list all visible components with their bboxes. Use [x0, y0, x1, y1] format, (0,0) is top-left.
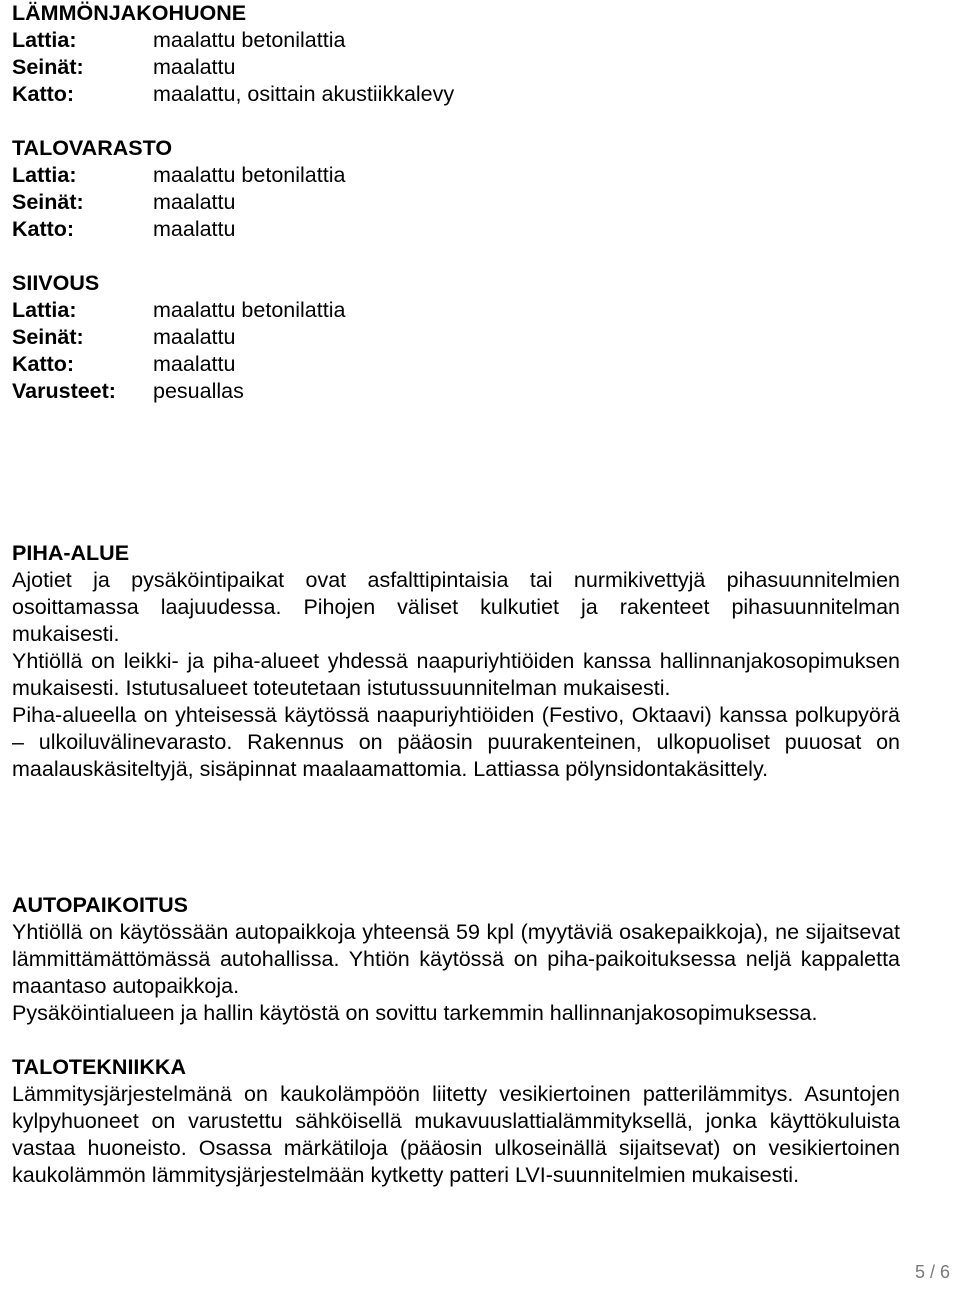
- spec-key: Katto:: [12, 352, 75, 376]
- section-title: LÄMMÖNJAKOHUONE: [12, 1, 247, 25]
- document-page: [12, 0, 900, 405]
- section-talotekniikka: [12, 1054, 900, 1189]
- section-title: SIIVOUS: [12, 271, 100, 295]
- spec-key: Seinät:: [12, 55, 84, 79]
- paragraph: Yhtiöllä on käytössään autopaikkoja yhteensä 59 kpl (myytäviä osakepaikkoja), ne sijaitsevat lämmittämättömässä autohallissa. Yhtiön käytössä on piha-paikoituksessa neljä kappaletta maantaso autopaikkoja.: [12, 920, 900, 998]
- spec-row: [12, 162, 900, 189]
- spacer: [12, 243, 900, 270]
- section-piha-alue: [12, 540, 900, 783]
- spec-value: maalattu: [153, 217, 236, 241]
- paragraph: Ajotiet ja pysäköintipaikat ovat asfalttipintaisia tai nurmikivettyjä pihasuunnitelmien osoittamassa laajuudessa. Pihojen väliset kulkutiet ja rakenteet pihasuunnitelman mukaisesti.: [12, 568, 900, 646]
- spec-key: Katto:: [12, 217, 75, 241]
- section-title: AUTOPAIKOITUS: [12, 893, 188, 917]
- spec-key: Seinät:: [12, 190, 84, 214]
- paragraph: Lämmitysjärjestelmänä on kaukolämpöön liitetty vesikiertoinen patterilämmitys. Asuntojen kylpyhuoneet on varustettu sähköisellä mukavuuslattialämmityksellä, jonka käyttökuluista vastaa huoneisto. Osassa märkätiloja (pääosin ulkoseinällä sijaitsevat) on vesikiertoinen kaukolämmön lämmitysjärjestelmään kytketty patteri LVI-suunnitelmien mukaisesti.: [12, 1082, 900, 1187]
- page-number: 5 / 6: [914, 1262, 950, 1282]
- spec-value: maalattu: [153, 55, 236, 79]
- spec-value: maalattu, osittain akustiikkalevy: [153, 82, 455, 106]
- spec-key: Lattia:: [12, 298, 77, 322]
- spec-key: Katto:: [12, 82, 75, 106]
- section-talovarasto: [12, 135, 900, 243]
- spec-value: maalattu: [153, 352, 236, 376]
- spec-key: Lattia:: [12, 163, 77, 187]
- section-title: TALOTEKNIIKKA: [12, 1055, 186, 1079]
- section-title: PIHA-ALUE: [12, 541, 130, 565]
- spec-row: [12, 324, 900, 351]
- section-siivous: [12, 270, 900, 405]
- paragraph: Piha-alueella on yhteisessä käytössä naapuriyhtiöiden (Festivo, Oktaavi) kanssa polkupyörä – ulkoiluvälinevarasto. Rakennus on pääosin puurakenteinen, ulkopuoliset puuosat on maalauskäsiteltyjä, sisäpinnat maalaamattomia. Lattiassa pölynsidontakäsittely.: [12, 703, 900, 781]
- section-title: TALOVARASTO: [12, 136, 173, 160]
- spec-row: [12, 189, 900, 216]
- paragraph: Pysäköintialueen ja hallin käytöstä on sovittu tarkemmin hallinnanjakosopimuksessa.: [12, 1001, 818, 1025]
- spacer: [12, 108, 900, 135]
- spec-value: maalattu: [153, 190, 236, 214]
- spec-row: [12, 216, 900, 243]
- spec-row: [12, 378, 900, 405]
- spec-key: Varusteet:: [12, 379, 116, 403]
- spec-value: maalattu betonilattia: [153, 163, 346, 187]
- spec-value: maalattu betonilattia: [153, 28, 346, 52]
- spec-key: Lattia:: [12, 28, 77, 52]
- section-lammonjakohuone: [12, 0, 900, 108]
- spec-row: [12, 351, 900, 378]
- spec-row: [12, 54, 900, 81]
- paragraph: Yhtiöllä on leikki- ja piha-alueet yhdessä naapuriyhtiöiden kanssa hallinnanjakosopimuksen mukaisesti. Istutusalueet toteutetaan istutussuunnitelman mukaisesti.: [12, 649, 900, 700]
- spec-value: maalattu betonilattia: [153, 298, 346, 322]
- section-autopaikoitus: [12, 892, 900, 1027]
- spec-row: [12, 27, 900, 54]
- spec-value: maalattu: [153, 325, 236, 349]
- spec-key: Seinät:: [12, 325, 84, 349]
- spec-value: pesuallas: [153, 379, 244, 403]
- spec-row: [12, 297, 900, 324]
- spec-row: [12, 81, 900, 108]
